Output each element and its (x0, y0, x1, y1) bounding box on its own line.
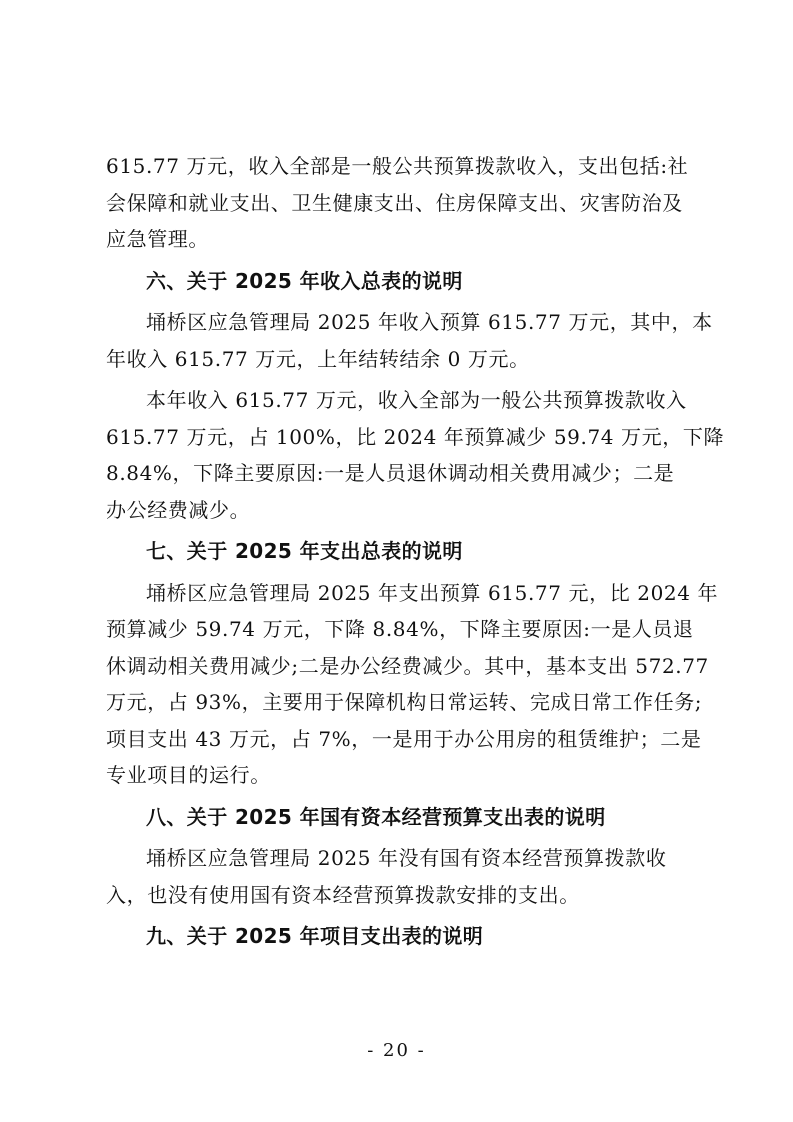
text-line: 办公经费减少。 (106, 497, 251, 522)
section-6-paragraph-1 (106, 304, 713, 377)
section-9-heading: 九、关于 2025 年项目支出表的说明 (146, 924, 484, 948)
section-7-paragraph-1 (106, 575, 719, 794)
text-line: 专业项目的运行。 (106, 763, 271, 787)
section-8-paragraph-1 (106, 840, 698, 913)
text-line: 入，也没有使用国有资本经营预算拨款安排的支出。 (106, 882, 580, 907)
text-line: 埇桥区应急管理局 2025 年支出预算 615.77 元，比 2024 年 (146, 580, 719, 605)
text-line: 8.84%，下降主要原因:一是人员退休调动相关费用减少；二是 (106, 461, 675, 485)
text-line: 休调动相关费用减少;二是办公经费减少。其中，基本支出 572.77 (106, 653, 709, 678)
text-line: 埇桥区应急管理局 2025 年没有国有资本经营预算拨款收 (146, 846, 667, 870)
text-line: 年收入 615.77 万元，上年结转结余 0 万元。 (106, 346, 530, 371)
page-number: - 20 - (367, 1040, 426, 1061)
section-6-heading: 六、关于 2025 年收入总表的说明 (146, 268, 463, 293)
text-line: 项目支出 43 万元，占 7%，一是用于办公用房的租赁维护；二是 (106, 726, 702, 751)
text-line: 埇桥区应急管理局 2025 年收入预算 615.77 万元，其中，本 (146, 310, 713, 334)
text-line: 万元，占 93%，主要用于保障机构日常运转、完成日常工作任务; (106, 690, 703, 714)
text-line: 应急管理。 (106, 227, 209, 251)
text-line: 615.77 万元，收入全部是一般公共预算拨款收入，支出包括:社 (106, 154, 689, 178)
text-line: 会保障和就业支出、卫生健康支出、住房保障支出、灾害防治及 (106, 190, 683, 215)
section-6-paragraph-2 (106, 382, 725, 528)
text-line: 615.77 万元，占 100%，比 2024 年预算减少 59.74 万元，下降 (106, 424, 725, 449)
text-line: 预算减少 59.74 万元，下降 8.84%，下降主要原因:一是人员退 (106, 617, 694, 641)
text-line: 本年收入 615.77 万元，收入全部为一般公共预算拨款收入 (146, 388, 687, 412)
intro-paragraph (106, 148, 698, 258)
section-7-heading: 七、关于 2025 年支出总表的说明 (146, 539, 463, 563)
page-content (106, 148, 725, 955)
section-8-heading: 八、关于 2025 年国有资本经营预算支出表的说明 (146, 804, 606, 829)
